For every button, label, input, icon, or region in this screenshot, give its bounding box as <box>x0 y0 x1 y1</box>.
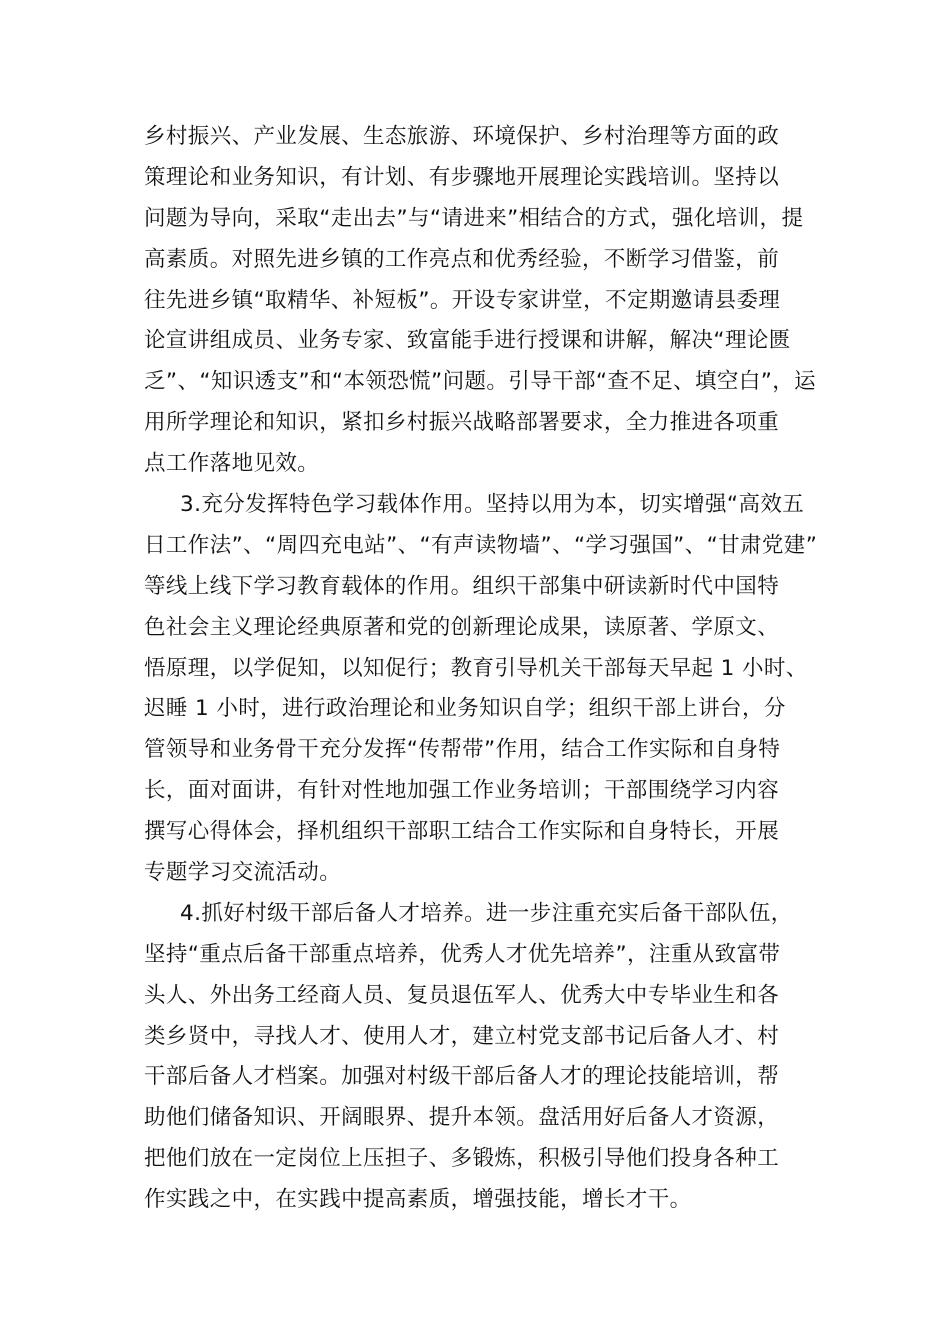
text-line: 4.抓好村级干部后备人才培养。进一步注重充实后备干部队伍， <box>180 900 793 926</box>
text-line: 高素质。对照先进乡镇的工作亮点和优秀经验，不断学习借鉴，前 <box>144 246 780 272</box>
text-line: 等线上线下学习教育载体的作用。组织干部集中研读新时代中国特 <box>144 573 780 599</box>
text-line: 作实践之中，在实践中提高素质，增强技能，增长才干。 <box>144 1187 692 1213</box>
text-line: 撰写心得体会，择机组织干部职工结合工作实际和自身特长，开展 <box>144 819 780 845</box>
text-line: 坚持“重点后备干部重点培养，优秀人才优先培养”，注重从致富带 <box>144 941 781 967</box>
text-line: 乏”、“知识透支”和“本领恐慌”问题。引导干部“查不足、填空白”，运 <box>144 369 817 395</box>
text-line: 头人、外出务工经商人员、复员退伍军人、优秀大中专毕业生和各 <box>144 982 780 1008</box>
text-line: 3.充分发挥特色学习载体作用。坚持以用为本，切实增强“高效五 <box>180 492 805 518</box>
paragraph-1 <box>144 117 834 485</box>
text-line: 点工作落地见效。 <box>144 451 320 477</box>
text-line: 类乡贤中，寻找人才、使用人才，建立村党支部书记后备人才、村 <box>144 1023 780 1049</box>
paragraph-2 <box>144 485 834 894</box>
text-line: 迟睡 1 小时，进行政治理论和业务知识自学；组织干部上讲台，分 <box>144 696 786 722</box>
document-body <box>144 117 834 1221</box>
text-line: 助他们储备知识、开阔眼界、提升本领。盘活用好后备人才资源， <box>144 1105 780 1131</box>
text-line: 日工作法”、“周四充电站”、“有声读物墙”、“学习强国”、“甘肃党建” <box>144 532 818 558</box>
text-line: 用所学理论和知识，紧扣乡村振兴战略部署要求，全力推进各项重 <box>144 410 780 436</box>
text-line: 论宣讲组成员、业务专家、致富能手进行授课和讲解，解决“理论匮 <box>144 328 791 354</box>
text-line: 干部后备人才档案。加强对村级干部后备人才的理论技能培训，帮 <box>144 1064 780 1090</box>
text-line: 把他们放在一定岗位上压担子、多锻炼，积极引导他们投身各种工 <box>144 1146 780 1172</box>
text-line: 专题学习交流活动。 <box>144 860 342 886</box>
paragraph-3 <box>144 894 834 1221</box>
text-line: 色社会主义理论经典原著和党的创新理论成果，读原著、学原文、 <box>144 614 780 640</box>
text-line: 策理论和业务知识，有计划、有步骤地开展理论实践培训。坚持以 <box>144 164 780 190</box>
text-line: 悟原理，以学促知，以知促行；教育引导机关干部每天早起 1 小时、 <box>144 655 808 681</box>
text-line: 乡村振兴、产业发展、生态旅游、环境保护、乡村治理等方面的政 <box>144 124 780 149</box>
text-line: 往先进乡镇“取精华、补短板”。开设专家讲堂，不定期邀请县委理 <box>144 287 781 313</box>
text-line: 长，面对面讲，有针对性地加强工作业务培训；干部围绕学习内容 <box>144 778 780 804</box>
text-line: 问题为导向，采取“走出去”与“请进来”相结合的方式，强化培训，提 <box>144 205 804 231</box>
text-line: 管领导和业务骨干充分发挥“传帮带”作用，结合工作实际和自身特 <box>144 737 781 763</box>
